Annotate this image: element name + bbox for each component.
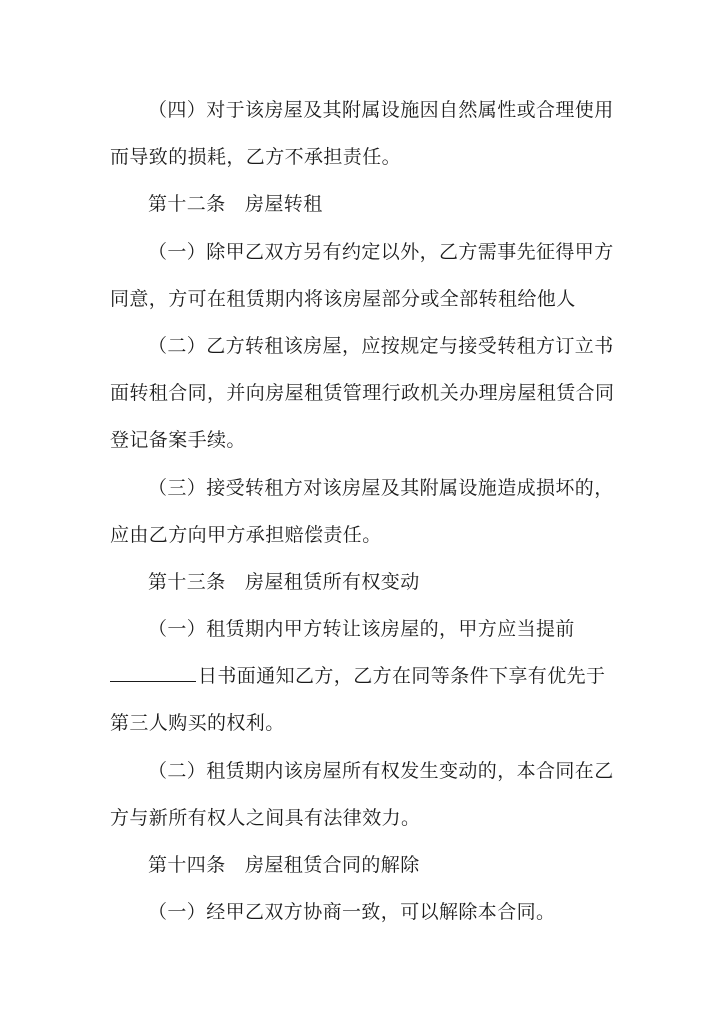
clause-12-item-1-line-1: （一）除甲乙双方另有约定以外，乙方需事先征得甲方 — [148, 241, 614, 263]
clause-13-item-1-line-1: （一）租赁期内甲方转让该房屋的，甲方应当提前 — [148, 618, 575, 640]
clause-12-item-3-line-2: 应由乙方向甲方承担赔偿责任。 — [110, 524, 382, 546]
clause-11-item-4-line-1: （四）对于该房屋及其附属设施因自然属性或合理使用 — [148, 99, 614, 121]
clause-11-item-4-line-2: 而导致的损耗，乙方不承担责任。 — [110, 146, 402, 168]
clause-13-item-1-line-3: 第三人购买的权利。 — [110, 712, 285, 734]
clause-12-item-3-line-1: （三）接受转租方对该房屋及其附属设施造成损坏的， — [148, 477, 614, 499]
clause-12-item-1-line-2: 同意，方可在租赁期内将该房屋部分或全部转租给他人 — [110, 288, 576, 310]
clause-14-heading: 第十四条 房屋租赁合同的解除 — [148, 854, 420, 876]
clause-14-item-1-line-1: （一）经甲乙双方协商一致，可以解除本合同。 — [148, 901, 556, 923]
clause-12-item-2-line-3: 登记备案手续。 — [110, 429, 246, 451]
clause-13-item-1-line-2 — [110, 663, 605, 689]
clause-12-item-2-line-2: 面转租合同，并向房屋租赁管理行政机关办理房屋租赁合同 — [110, 382, 615, 404]
clause-13-item-1-line-2-text: 日书面通知乙方，乙方在同等条件下享有优先于 — [198, 665, 606, 687]
clause-13-heading: 第十三条 房屋租赁所有权变动 — [148, 571, 420, 593]
clause-13-item-2-line-1: （二）租赁期内该房屋所有权发生变动的，本合同在乙 — [148, 760, 614, 782]
fill-in-blank-days — [110, 663, 196, 682]
clause-13-item-2-line-2: 方与新所有权人之间具有法律效力。 — [110, 807, 421, 829]
clause-12-heading: 第十二条 房屋转租 — [148, 193, 323, 215]
clause-12-item-2-line-1: （二）乙方转租该房屋，应按规定与接受转租方订立书 — [148, 335, 614, 357]
